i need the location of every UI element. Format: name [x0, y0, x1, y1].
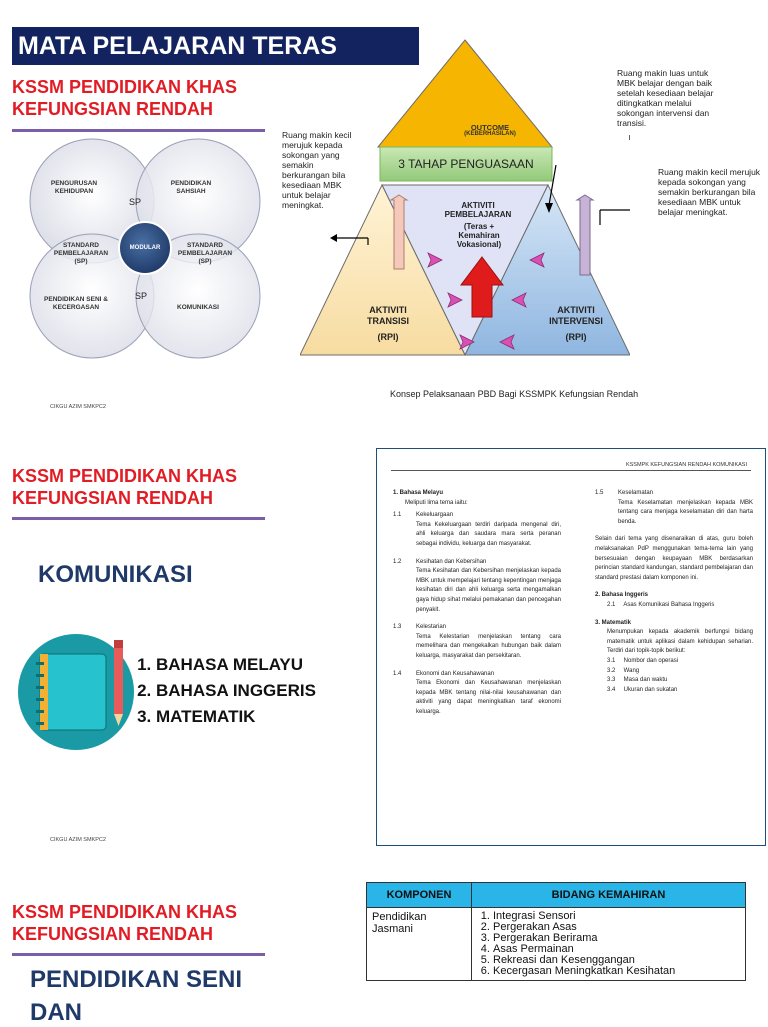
doc-s11-num: 1.1 [393, 512, 402, 519]
venn-sp-bottom: SP [135, 291, 148, 301]
skills-table [366, 882, 746, 981]
skill-item: 2. Pergerakan Asas [493, 922, 740, 933]
doc-s13-title: Kelestarian [416, 624, 447, 631]
doc-s32: 3.2 Wang [607, 667, 640, 674]
doc-s1-title: 1. Bahasa Melayu [393, 490, 444, 496]
slide2-credit: CIKGU AZIM SMKPC2 [50, 837, 106, 843]
doc-s14-text: Tema Ekonomi dan Keusahawanan menjelaskan kepada MBK tentang nilai-nilai keusahawanan dan aktiviti yang dapat meningkatkan taraf ekonomi keluarga. [416, 680, 561, 715]
doc-s12-num: 1.2 [393, 558, 402, 565]
slide3-heading-line1: KSSM PENDIDIKAN KHAS [12, 902, 238, 922]
doc-s15-title: Keselamatan [618, 490, 654, 496]
table-header-bidang: BIDANG KEMAHIRAN [472, 883, 746, 908]
venn-std-left: STANDARD PEMBELAJARAN (SP) [53, 242, 109, 265]
doc-s13-text: Tema Kelestarian menjelaskan tentang cara memelihara dan mengekalkan hubungan baik dalam keluarga, masyarakat dan persekitaran. [416, 633, 561, 659]
slide3-divider [12, 953, 265, 956]
doc-s14-num: 1.4 [393, 670, 402, 677]
outcome-sub-label: (KEBERHASILAN) [464, 131, 516, 137]
slide3-subject-line2: DAN [30, 999, 82, 1026]
band-label: 3 TAHAP PENGUASAAN [398, 157, 534, 171]
venn-label-pengurusan: PENGURUSAN KEHIDUPAN [50, 180, 98, 195]
doc-s11-title: Kekeluargaan [416, 512, 454, 519]
doc-s1-intro: Meliputi lima tema iaitu: [405, 499, 468, 506]
right-sub-label: (RPI) [565, 332, 587, 342]
slide2-divider [12, 517, 265, 520]
slide1-credit: CIKGU AZIM SMKPC2 [50, 404, 106, 410]
doc-s34: 3.4 Ukuran dan sukatan [607, 686, 678, 693]
venn-label-komunikasi: KOMUNIKASI [177, 304, 219, 311]
diagram-caption: Konsep Pelaksanaan PBD Bagi KSSMPK Kefungsian Rendah [390, 389, 639, 399]
doc-s12-text: Tema Kesihatan dan Kebersihan menjelaskan kepada MBK untuk mempelajari tentang kepentingan menjaga kesihatan diri dan ahli keluarga serta mengamalkan gaya hidup sihat melalui pemakanan dan pencegahan penyakit. [416, 568, 561, 613]
notebook-icon [16, 630, 141, 754]
doc-s21: 2.1 Asas Komunikasi Bahasa Inggeris [607, 601, 715, 608]
outcome-label: OUTCOME [470, 123, 510, 132]
doc-s31: 3.1 Nombor dan operasi [607, 657, 679, 664]
doc-extra-text: Selain dari tema yang disenaraikan di atas, guru boleh melaksanakan PdP menggunakan tema-tema lain yang bersesuaian dengan keupayaan MBK berdasarkan perincian standard kandungan, standard pembelajaran dan standard prestasi dalam komponen ini. [595, 536, 753, 581]
skill-item: 1. Integrasi Sensori [493, 911, 740, 922]
skill-item: 5. Rekreasi dan Kesenggangan [493, 955, 740, 966]
doc-header-rule [391, 470, 751, 471]
table-cell-skills [472, 908, 746, 981]
middle-sub-label: (Teras + Kemahiran Vokasional) [456, 222, 502, 249]
table-header-komponen: KOMPONEN [367, 883, 472, 908]
middle-label: AKTIVITI PEMBELAJARAN [444, 201, 512, 219]
left-label: AKTIVITI TRANSISI [366, 305, 409, 326]
document-excerpt [376, 448, 766, 846]
slide2-heading-line2: KEFUNGSIAN RENDAH [12, 488, 214, 508]
slide1-title: MATA PELAJARAN TERAS [12, 27, 419, 65]
subject-list [128, 652, 316, 730]
doc-s33: 3.3 Masa dan waktu [607, 677, 668, 684]
doc-s3-text: Menumpukan kepada akademik berfungsi bidang matematik untuk aplikasi dalam kehidupan seharian. Terdiri dari topik-topik berikut: [607, 629, 753, 655]
slide3-heading-line2: KEFUNGSIAN RENDAH [12, 924, 214, 944]
doc-left-column [393, 489, 561, 717]
note-top-right: Ruang makin luas untuk MBK belajar dengan baik setelah kesediaan belajar ditingkatkan melalui sokongan intervensi dan transisi. [617, 68, 714, 128]
skill-item: 4. Asas Permainan [493, 944, 740, 955]
subject-list-item: 1. BAHASA MELAYU [156, 652, 316, 678]
venn-label-sahsiah: PENDIDIKAN SAHSIAH [170, 180, 212, 195]
doc-s15-text: Tema Keselamatan menjelaskan kepada MBK tentang cara menjaga keselamatan diri dan harta benda. [618, 499, 753, 525]
subject-list-item: 3. MATEMATIK [156, 704, 316, 730]
venn-label-modular: MODULAR [129, 245, 161, 251]
doc-s15-num: 1.5 [595, 490, 604, 496]
slide2-heading-line1: KSSM PENDIDIKAN KHAS [12, 466, 238, 486]
doc-s2-title: 2. Bahasa Inggeris [595, 592, 649, 599]
slide1-heading-line2: KEFUNGSIAN RENDAH [12, 99, 214, 119]
doc-header: KSSMPK KEFUNGSIAN RENDAH KOMUNIKASI [625, 462, 747, 468]
doc-right-column [595, 489, 753, 695]
doc-s13-num: 1.3 [393, 624, 402, 631]
doc-s3-title: 3. Matematik [595, 619, 632, 626]
table-row [367, 908, 746, 981]
table-cell-component: Pendidikan Jasmani [367, 908, 472, 981]
doc-s12-title: Kesihatan dan Kebersihan [416, 558, 487, 565]
slide2-subject: KOMUNIKASI [38, 561, 193, 588]
note-left: Ruang makin kecil merujuk kepada sokongan yang semakin berkurangan bila kesediaan MBK untuk belajar meningkat. [282, 130, 352, 210]
venn-label-seni: PENDIDIKAN SENI & KECERGASAN [44, 296, 108, 311]
right-label: AKTIVITI INTERVENSI [549, 305, 603, 326]
left-sub-label: (RPI) [377, 332, 399, 342]
slide1-divider [12, 129, 265, 132]
doc-s11-text: Tema Kekeluargaan terdiri daripada mengenal diri, ahli keluarga dan saudara mara serta peranan sebagai individu, keluarga dan masyarakat. [416, 521, 561, 547]
skill-item: 6. Kecergasan Meningkatkan Kesihatan [493, 966, 740, 977]
slide3-subject-line1: PENDIDIKAN SENI [30, 966, 243, 993]
doc-s14-title: Ekonomi dan Keusahawanan [416, 670, 495, 677]
note-right: Ruang makin kecil merujuk kepada sokongan yang semakin berkurangan bila kesediaan MBK untuk belajar meningkat. [658, 167, 761, 217]
venn-sp-top: SP [129, 197, 142, 207]
slide1-heading-line1: KSSM PENDIDIKAN KHAS [12, 77, 238, 97]
subject-list-item: 2. BAHASA INGGERIS [156, 678, 316, 704]
skill-item: 3. Pergerakan Berirama [493, 933, 740, 944]
venn-std-right: STANDARD PEMBELAJARAN (SP) [177, 242, 233, 265]
